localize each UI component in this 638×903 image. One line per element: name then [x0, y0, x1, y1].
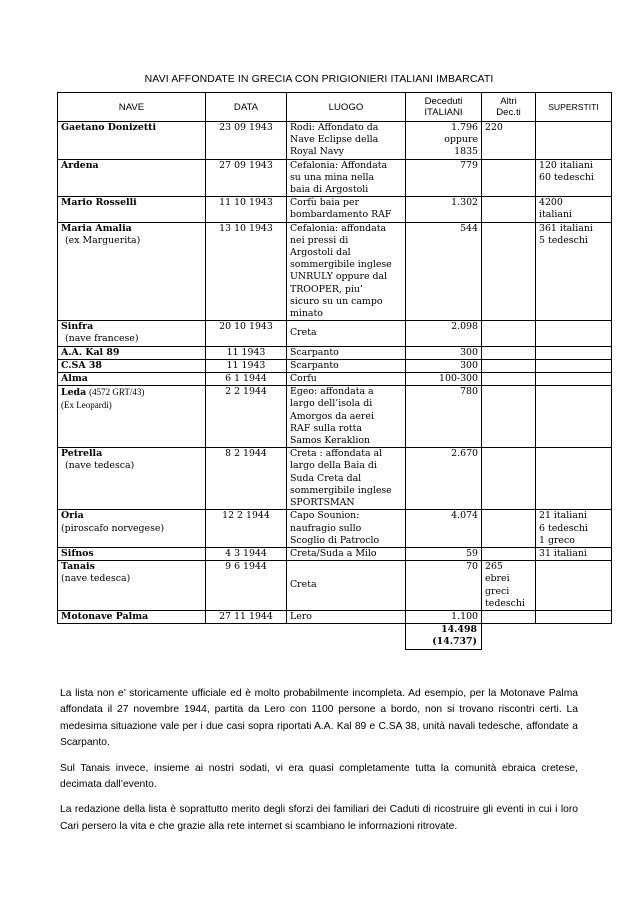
cell-superstiti	[536, 610, 612, 623]
total-alt: (14.737)	[432, 636, 477, 648]
total-value: 14.498	[441, 624, 477, 636]
cell-superstiti	[536, 222, 612, 321]
cell-data: 11 1943	[206, 359, 287, 372]
cell-superstiti	[536, 547, 612, 560]
deceduti-line: 100-300	[439, 373, 478, 385]
ship-name: Sinfra	[61, 321, 94, 333]
superstiti-line: 1 greco	[539, 534, 575, 546]
luogo-line: su una mina nella	[290, 171, 375, 183]
cell-nave	[58, 561, 206, 611]
cell-superstiti	[536, 346, 612, 359]
ship-name: Sifnos	[61, 547, 94, 559]
header-altri-line: Dec.ti	[496, 107, 521, 118]
cell-data: 12 2 1944	[206, 510, 287, 548]
ship-name: A.A. Kal 89	[61, 346, 120, 358]
luogo-line: largo dell’isola di	[290, 398, 373, 410]
cell-luogo	[287, 373, 406, 386]
cell-luogo	[287, 222, 406, 321]
luogo-line: Corfù baia per	[290, 197, 359, 209]
cell-data: 9 6 1944	[206, 561, 287, 611]
ship-name: Ardena	[61, 159, 99, 171]
table-row	[58, 373, 612, 386]
total-empty	[206, 624, 287, 649]
table-row	[58, 386, 612, 448]
header-deceduti-line: Deceduti	[424, 96, 463, 107]
page-title: NAVI AFFONDATE IN GRECIA CON PRIGIONIERI ITALIANI IMBARCATI	[144, 73, 494, 85]
table-row	[58, 346, 612, 359]
deceduti-line: 1.100	[451, 610, 478, 622]
table-row	[58, 222, 612, 321]
deceduti-line: 780	[460, 386, 478, 398]
cell-altri	[482, 547, 536, 560]
ship-name: Gaetano Donizetti	[61, 122, 157, 133]
cell-altri	[482, 448, 536, 510]
cell-nave	[58, 373, 206, 386]
superstiti-line: 31 italiani	[539, 547, 587, 559]
cell-data: 6 1 1944	[206, 373, 287, 386]
cell-altri	[482, 321, 536, 346]
superstiti-line: 5 tedeschi	[539, 234, 588, 246]
total-empty	[482, 624, 536, 649]
luogo-line: Rodi: Affondato da	[290, 122, 379, 133]
cell-luogo	[287, 321, 406, 346]
luogo-line: TROOPER, piu’	[290, 283, 363, 295]
cell-deceduti	[406, 561, 482, 611]
deceduti-line: 2.098	[451, 321, 478, 333]
cell-luogo	[287, 346, 406, 359]
cell-luogo	[287, 510, 406, 548]
note-paragraph: La lista non e’ storicamente ufficiale ed è molto probabilmente incompleta. Ad esempio, per la Motonave Palma affondata il 27 novembre 1944, partita da Lero con 1100 persone a bordo, non si trovano riscontri certi. La medesima situazione vale per i due casi sopra riportati A.A. Kal 89 e C.SA 38, unità navali tedesche, affondate a Scarpanto.	[60, 688, 578, 749]
cell-nave	[58, 321, 206, 346]
cell-altri	[482, 197, 536, 222]
total-row	[58, 624, 612, 649]
deceduti-line: 300	[460, 346, 478, 358]
cell-nave	[58, 222, 206, 321]
ship-name: Maria Amalia	[61, 222, 132, 234]
cell-nave	[58, 159, 206, 197]
cell-data: 2 2 1944	[206, 386, 287, 448]
ship-name: Leda	[61, 387, 87, 399]
cell-luogo	[287, 610, 406, 623]
deceduti-line: 2.670	[451, 448, 478, 460]
cell-luogo	[287, 448, 406, 510]
altri-line: greci	[485, 585, 510, 597]
cell-altri	[482, 610, 536, 623]
table-row	[58, 197, 612, 222]
total-cell	[406, 624, 482, 649]
cell-nave	[58, 448, 206, 510]
note-paragraph: Sul Tanais invece, insieme ai nostri sodati, vi era quasi completamente tutta la comunità ebraica cretese, decimata dall’evento.	[60, 762, 578, 791]
table-row	[58, 547, 612, 560]
altri-line: 265	[485, 561, 503, 573]
table-row	[58, 359, 612, 372]
ship-subtitle: (4572 GRT/43)	[89, 387, 145, 398]
luogo-line: Royal Navy	[290, 146, 344, 158]
altri-line: ebrei	[485, 573, 510, 585]
cell-nave	[58, 197, 206, 222]
cell-nave	[58, 610, 206, 623]
ship-rows	[58, 122, 612, 650]
luogo-line: Egeo: affondata a	[290, 386, 374, 398]
cell-superstiti	[536, 510, 612, 548]
luogo-line: UNRULY oppure dal	[290, 271, 388, 283]
altri-line: tedeschi	[485, 597, 525, 609]
ship-name: Oria	[61, 510, 84, 522]
cell-superstiti	[536, 448, 612, 510]
superstiti-line: 361 italiani	[539, 222, 593, 234]
luogo-line: sommergibile inglese	[290, 484, 392, 496]
altri-line: 220	[485, 122, 503, 133]
superstiti-line: 60 tedeschi	[539, 171, 594, 183]
luogo-line: Cefalonia: Affondata	[290, 159, 388, 171]
cell-luogo	[287, 359, 406, 372]
ship-subtitle: (Ex Leopardi)	[61, 400, 112, 411]
table-row	[58, 122, 612, 160]
cell-superstiti	[536, 373, 612, 386]
cell-data: 23 09 1943	[206, 122, 287, 160]
luogo-line: Scoglio di Patroclo	[290, 534, 380, 546]
superstiti-line: 6 tedeschi	[539, 522, 588, 534]
cell-deceduti	[406, 222, 482, 321]
deceduti-line: 4.074	[451, 510, 478, 522]
notes	[60, 686, 578, 844]
cell-superstiti	[536, 321, 612, 346]
header-superstiti: SUPERSTITI	[536, 93, 612, 122]
cell-deceduti	[406, 547, 482, 560]
total-empty	[287, 624, 406, 649]
cell-altri	[482, 122, 536, 160]
luogo-line: Nave Eclipse della	[290, 134, 379, 146]
cell-altri	[482, 561, 536, 611]
superstiti-line: 120 italiani	[539, 159, 593, 171]
header-nave: NAVE	[58, 93, 206, 122]
table-row	[58, 561, 612, 611]
cell-data: 13 10 1943	[206, 222, 287, 321]
header-deceduti-line: ITALIANI	[424, 107, 463, 118]
luogo-line: bombardamento RAF	[290, 209, 392, 221]
cell-deceduti	[406, 197, 482, 222]
luogo-line: Creta	[290, 579, 317, 591]
cell-data: 11 1943	[206, 346, 287, 359]
deceduti-line: 1.796	[451, 122, 478, 133]
deceduti-line: 544	[460, 222, 478, 234]
cell-superstiti	[536, 197, 612, 222]
cell-altri	[482, 386, 536, 448]
cell-deceduti	[406, 610, 482, 623]
cell-nave	[58, 547, 206, 560]
ship-subtitle: (piroscafo norvegese)	[61, 522, 165, 534]
cell-luogo	[287, 122, 406, 160]
cell-superstiti	[536, 122, 612, 160]
ship-name: C.SA 38	[61, 359, 102, 371]
luogo-line: Suda Creta dal	[290, 472, 362, 484]
cell-nave	[58, 346, 206, 359]
luogo-line: Creta/Suda a Milo	[290, 547, 377, 559]
header-luogo: LUOGO	[287, 93, 406, 122]
cell-superstiti	[536, 359, 612, 372]
table-row	[58, 321, 612, 346]
luogo-line: Corfu	[290, 373, 317, 385]
header-altri-line: Altri	[500, 96, 517, 107]
luogo-line: Lero	[290, 610, 312, 622]
cell-nave	[58, 510, 206, 548]
cell-superstiti	[536, 561, 612, 611]
ship-subtitle: (ex Marguerita)	[65, 234, 141, 246]
cell-luogo	[287, 386, 406, 448]
superstiti-line: 21 italiani	[539, 510, 587, 522]
deceduti-line: 1835	[454, 146, 478, 158]
ship-subtitle: (nave francese)	[65, 333, 139, 345]
luogo-line: baia di Argostoli	[290, 184, 369, 196]
cell-data: 8 2 1944	[206, 448, 287, 510]
deceduti-line: 70	[466, 561, 478, 573]
cell-deceduti	[406, 510, 482, 548]
ship-name: Mario Rosselli	[61, 197, 137, 209]
cell-nave	[58, 359, 206, 372]
cell-deceduti	[406, 386, 482, 448]
cell-data: 27 11 1944	[206, 610, 287, 623]
luogo-line: Creta	[290, 327, 317, 339]
cell-nave	[58, 386, 206, 448]
cell-altri	[482, 359, 536, 372]
luogo-line: Argostoli dal	[290, 247, 351, 259]
cell-superstiti	[536, 159, 612, 197]
cell-superstiti	[536, 386, 612, 448]
luogo-line: Amorgos da aerei	[290, 410, 374, 422]
deceduti-line: 300	[460, 359, 478, 371]
cell-luogo	[287, 197, 406, 222]
note-paragraph: La redazione della lista è soprattutto merito degli sforzi dei familiari dei Caduti di ricostruire gli eventi in cui i loro Cari persero la vita e che grazie alla rete internet si scambiano le informazioni ritrovate.	[60, 804, 578, 832]
luogo-line: minato	[290, 308, 323, 320]
luogo-line: Cefalonia: affondata	[290, 222, 387, 234]
luogo-line: nei pressi di	[290, 234, 349, 246]
cell-deceduti	[406, 321, 482, 346]
cell-altri	[482, 222, 536, 321]
ship-name: Petrella	[61, 448, 103, 460]
cell-data: 11 10 1943	[206, 197, 287, 222]
cell-altri	[482, 510, 536, 548]
superstiti-line: 4200	[539, 197, 563, 209]
cell-deceduti	[406, 159, 482, 197]
cell-data: 20 10 1943	[206, 321, 287, 346]
ship-name: Tanais	[61, 561, 95, 573]
deceduti-line: 779	[460, 159, 478, 171]
ship-subtitle: (nave tedesca)	[65, 460, 135, 472]
deceduti-line: oppure	[444, 134, 478, 146]
table-row	[58, 448, 612, 510]
luogo-line: Scarpanto	[290, 359, 339, 371]
deceduti-line: 1.302	[451, 197, 478, 209]
luogo-line: largo della Baia di	[290, 460, 377, 472]
ship-name: Motonave Palma	[61, 610, 149, 622]
luogo-line: Samos Keraklion	[290, 435, 371, 447]
luogo-line: sicuro su un campo	[290, 295, 383, 307]
cell-deceduti	[406, 346, 482, 359]
superstiti-line: italiani	[539, 209, 572, 221]
header-data: DATA	[206, 93, 287, 122]
total-empty	[58, 624, 206, 649]
table-header-row	[58, 93, 612, 122]
header-deceduti	[406, 93, 482, 122]
luogo-line: SPORTSMAN	[290, 497, 355, 509]
cell-altri	[482, 346, 536, 359]
luogo-line: sommergibile inglese	[290, 259, 392, 271]
table-row	[58, 510, 612, 548]
cell-luogo	[287, 159, 406, 197]
luogo-line: RAF sulla rotta	[290, 422, 362, 434]
cell-altri	[482, 159, 536, 197]
cell-altri	[482, 373, 536, 386]
cell-deceduti	[406, 448, 482, 510]
cell-luogo	[287, 561, 406, 611]
cell-data: 4 3 1944	[206, 547, 287, 560]
luogo-line: Creta : affondata al	[290, 448, 383, 460]
luogo-line: Scarpanto	[290, 346, 339, 358]
cell-nave	[58, 122, 206, 160]
luogo-line: Capo Sounion:	[290, 510, 360, 522]
header-altri	[482, 93, 536, 122]
cell-deceduti	[406, 373, 482, 386]
cell-data: 27 09 1943	[206, 159, 287, 197]
cell-deceduti	[406, 359, 482, 372]
ship-name: Alma	[61, 373, 88, 385]
luogo-line: naufragio sullo	[290, 522, 362, 534]
table-row	[58, 610, 612, 623]
ships-table	[57, 92, 612, 650]
cell-luogo	[287, 547, 406, 560]
ship-subtitle: (nave tedesca)	[61, 573, 131, 585]
deceduti-line: 59	[466, 547, 478, 559]
table-row	[58, 159, 612, 197]
total-empty	[536, 624, 612, 649]
cell-deceduti	[406, 122, 482, 160]
